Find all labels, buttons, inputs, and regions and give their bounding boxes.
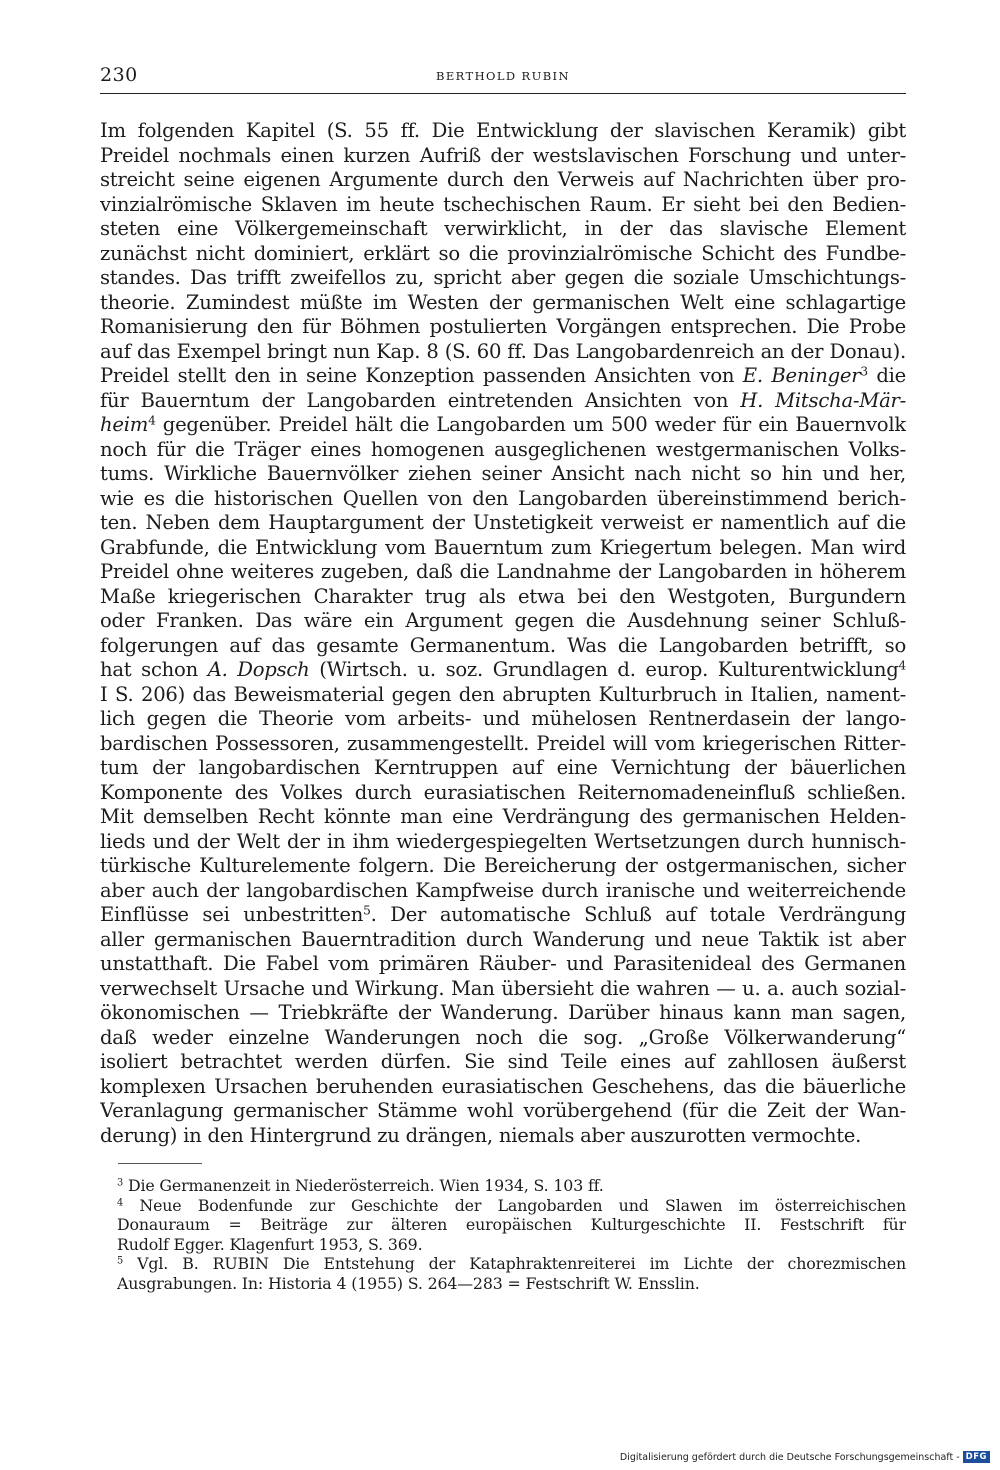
italic-author-name: H. Mitscha-Mär- (740, 388, 906, 412)
footnote-number: 5 (117, 1255, 124, 1267)
page-header (100, 64, 906, 94)
footnote-line (117, 1254, 906, 1274)
footnote-number: 4 (117, 1197, 124, 1209)
text-line: auf das Exempel bringt nun Kap. 8 (S. 60 ff. Das Langobardenreich an der Donau). (100, 339, 906, 363)
footnote-line (117, 1176, 906, 1196)
text-line: Veranlagung germanischer Stämme wohl vorübergehend (für die Zeit der Wan- (100, 1099, 906, 1122)
text-segment: die (867, 364, 906, 387)
text-line: Maße kriegerischen Charakter trug als etwa bei den Westgoten, Burgundern (100, 584, 906, 608)
footnote-text: Neue Bodenfunde zur Geschichte der Langobarden und Slawen im österreichischen (123, 1195, 906, 1215)
text-segment: Preidel stellt den in seine Konzeption passenden Ansichten von (100, 364, 743, 387)
text-line: standes. Das trifft zweifellos zu, spricht aber gegen die soziale Umschichtungs- (100, 266, 906, 289)
text-line: zunächst nicht dominiert, erklärt so die provinzialrömische Schicht des Fundbe- (100, 241, 906, 265)
footnote-ref: 3 (860, 364, 868, 379)
text-line: ökonomischen — Triebkräfte der Wanderung. Darüber hinaus kann man sagen, (100, 1001, 906, 1024)
text-line: derung) in den Hintergrund zu drängen, niemals aber auszurotten vermochte. (100, 1123, 862, 1147)
footnote-text: Vgl. B. RUBIN Die Entstehung der Kataphraktenreiterei im Lichte der chorezmischen (123, 1254, 906, 1273)
text-line: tums. Wirkliche Bauernvölker ziehen seiner Ansicht nach nicht so hin und her, (100, 462, 906, 485)
footnote-line (117, 1235, 906, 1255)
text-line: unstatthaft. Die Fabel vom primären Räuber- und Parasitenideal des Germanen (100, 952, 906, 975)
text-line (100, 389, 906, 414)
footnote-text: Die Germanenzeit in Niederösterreich. Wien 1934, S. 103 ff. (123, 1176, 604, 1195)
text-line: isoliert betrachtet werden dürfen. Sie sind Teile eines auf zahllosen äußerst (100, 1050, 906, 1073)
header-rule (100, 93, 906, 94)
footnote-text: Donauraum = Beiträge zur älteren europäischen Kulturgeschichte II. Festschrift für (117, 1215, 906, 1234)
footnote-ref: 5 (363, 903, 371, 918)
credit-text: Digitalisierung gefördert durch die Deutsche Forschungsgemeinschaft - (619, 1451, 960, 1463)
text-segment: hat schon (100, 658, 208, 681)
footnote-ref: 4 (148, 413, 156, 428)
text-line: tum der langobardischen Kerntruppen auf eine Vernichtung der bäuerlichen (100, 756, 906, 779)
text-line: theorie. Zumindest müßte im Westen der germanischen Welt eine schlagartige (100, 290, 906, 314)
text-segment: . Der automatische Schluß auf totale Verdrängung (370, 903, 906, 926)
text-line: I S. 206) das Beweismaterial gegen den abrupten Kulturbruch in Italien, nament- (100, 682, 906, 706)
text-line: ten. Neben dem Hauptargument der Unstetigkeit verweist er namentlich auf die (100, 511, 906, 534)
footnote-text: Ausgrabungen. In: Historia 4 (1955) S. 264—283 = Festschrift W. Ensslin. (117, 1273, 700, 1293)
text-line (100, 413, 906, 438)
text-line: lieds und der Welt der in ihm wiedergespiegelten Wertsetzungen durch hunnisch- (100, 829, 906, 853)
text-line: aller germanischen Bauerntradition durch Wanderung und neue Taktik ist aber (100, 927, 906, 951)
text-segment: Einflüsse sei unbestritten (100, 903, 364, 926)
text-line: Komponente des Volkes durch eurasiatischen Reiternomadeneinfluß schließen. (100, 780, 906, 804)
footnote-ref: 4 (898, 658, 906, 673)
text-line: Im folgenden Kapitel (S. 55 ff. Die Entwicklung der slavischen Keramik) gibt (100, 119, 906, 142)
running-head: BERTHOLD RUBIN (436, 69, 570, 83)
text-line: verwechselt Ursache und Wirkung. Man übersieht die wahren — u. a. auch sozial- (100, 976, 906, 1000)
text-segment: gegenüber. Preidel hält die Langobarden um 500 weder für ein Bauernvolk (155, 413, 906, 436)
text-line (100, 903, 906, 928)
footnote-number: 3 (117, 1177, 124, 1189)
text-line: Preidel ohne weiteres zugeben, daß die Landnahme der Langobarden in höherem (100, 560, 906, 583)
text-line: lich gegen die Theorie vom arbeits- und mühelosen Rentnerdasein der lango- (100, 707, 906, 730)
italic-author-name: heim (100, 413, 149, 436)
footnote-line (117, 1196, 906, 1216)
italic-author-name: A. Dopsch (207, 658, 310, 681)
text-line: oder Franken. Das wäre ein Argument gegen die Ausdehnung seiner Schluß- (100, 609, 906, 632)
body-text (100, 119, 906, 1148)
page-number: 230 (100, 64, 138, 86)
text-line: noch für die Träger eines homogenen ausgeglichenen westgermanischen Volks- (100, 437, 906, 461)
footnote-line (117, 1274, 906, 1294)
footnotes (117, 1176, 906, 1293)
footnote-text: Rudolf Egger. Klagenfurt 1953, S. 369. (117, 1234, 423, 1254)
footnote-separator-rule (118, 1163, 202, 1164)
text-line: türkische Kulturelemente folgern. Die Bereicherung der ostgermanischen, sicher (100, 854, 906, 877)
text-line: aber auch der langobardischen Kampfweise durch iranische und weiterreichende (100, 878, 906, 902)
text-line: Mit demselben Recht könnte man eine Verdrängung des germanischen Helden- (100, 805, 906, 828)
text-segment: für Bauerntum der Langobarden eintretenden Ansichten von (100, 388, 741, 412)
text-segment: (Wirtsch. u. soz. Grundlagen d. europ. Kulturentwicklung (309, 658, 899, 681)
footnote-line (117, 1215, 906, 1235)
text-line: Grabfunde, die Entwicklung vom Bauerntum zum Kriegertum belegen. Man wird (100, 535, 906, 559)
text-line (100, 364, 906, 389)
text-line: streicht seine eigenen Argumente durch den Verweis auf Nachrichten über pro- (100, 168, 906, 191)
italic-author-name: E. Beninger (742, 364, 861, 387)
text-line: wie es die historischen Quellen von den Langobarden übereinstimmend berich- (100, 486, 906, 510)
text-line: folgerungen auf das gesamte Germanentum. Was die Langobarden betrifft, so (100, 633, 906, 657)
text-line (100, 658, 906, 683)
text-line: vinzialrömische Sklaven im heute tschechischen Raum. Er sieht bei den Bedien- (100, 192, 906, 216)
dfg-logo-icon: DFG (963, 1451, 990, 1463)
text-line: Preidel nochmals einen kurzen Aufriß der westslavischen Forschung und unter- (100, 143, 906, 167)
text-line: Romanisierung den für Böhmen postulierten Vorgängen entsprechen. Die Probe (100, 315, 906, 338)
digitization-credit (620, 1451, 990, 1463)
text-line: daß weder einzelne Wanderungen noch die sog. „Große Völkerwanderung“ (100, 1025, 906, 1049)
text-line: steten eine Völkergemeinschaft verwirklicht, in der das slavische Element (100, 217, 906, 240)
text-line: bardischen Possessoren, zusammengestellt. Preidel will vom kriegerischen Ritter- (100, 731, 906, 755)
text-line: komplexen Ursachen beruhenden eurasiatischen Geschehens, das die bäuerliche (100, 1074, 906, 1098)
